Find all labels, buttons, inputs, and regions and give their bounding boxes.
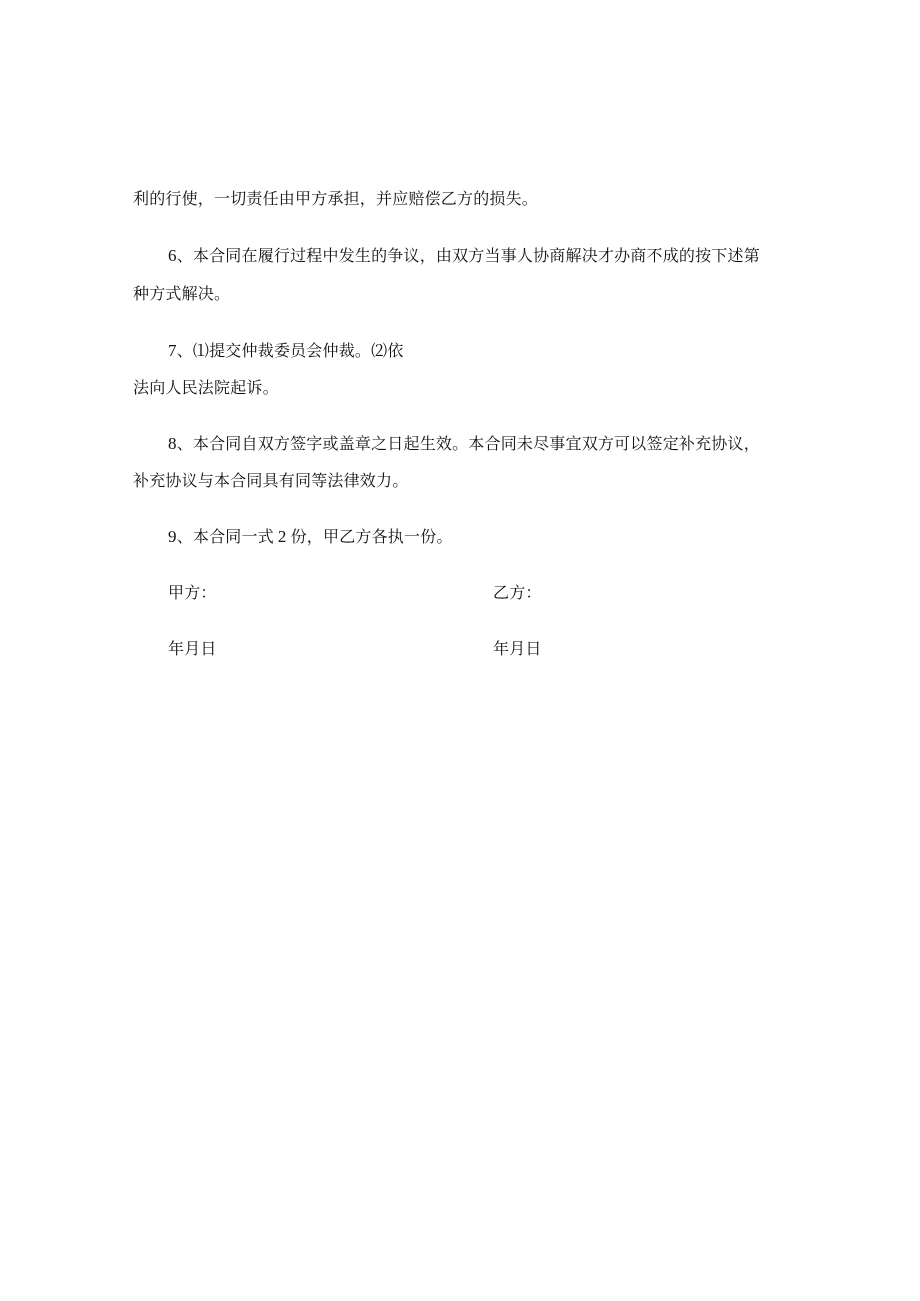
clause6-text-1: 、本合同在履行过程中发生的争议，由双方当事人协商解决才办商不成的按下述第 (176, 246, 760, 265)
clause7-text-2: 法向人民法院起诉。 (133, 378, 279, 397)
party-b-date: 年月日 (493, 639, 542, 658)
clause6-line2 (133, 283, 230, 305)
continuation-text: 利的行使，一切责任由甲方承担，并应赔偿乙方的损失。 (133, 189, 539, 208)
clause6-text-2: 种方式解决。 (133, 284, 231, 303)
party-a-label: 甲方： (168, 583, 217, 602)
clause8-line2 (133, 470, 408, 492)
clause7-line2 (133, 377, 279, 399)
clause5-continuation (133, 188, 538, 210)
clause7-text-1: 、⑴提交仲裁委员会仲裁。⑵依 (176, 341, 404, 360)
clause6-number: 6 (168, 246, 177, 265)
clause8-text-2: 补充协议与本合同具有同等法律效力。 (133, 471, 409, 490)
party-b-label: 乙方： (493, 583, 542, 602)
clause6-line1 (168, 245, 760, 267)
clause8-text-1: 、本合同自双方签字或盖章之日起生效。本合同未尽事宜双方可以签定补充协议， (176, 434, 760, 453)
clause9-text-b: 份，甲乙方各执一份。 (290, 527, 453, 546)
clause9-text-a: 、本合同一式 (176, 527, 274, 546)
clause7-line1 (168, 340, 404, 362)
clause8-number: 8 (168, 434, 177, 453)
clause7-number: 7 (168, 341, 177, 360)
party-a-date: 年月日 (168, 639, 217, 658)
clause9-number: 9 (168, 527, 177, 546)
clause8-line1 (168, 433, 760, 455)
clause9-line (168, 526, 453, 548)
clause9-copies: 2 (277, 527, 287, 546)
